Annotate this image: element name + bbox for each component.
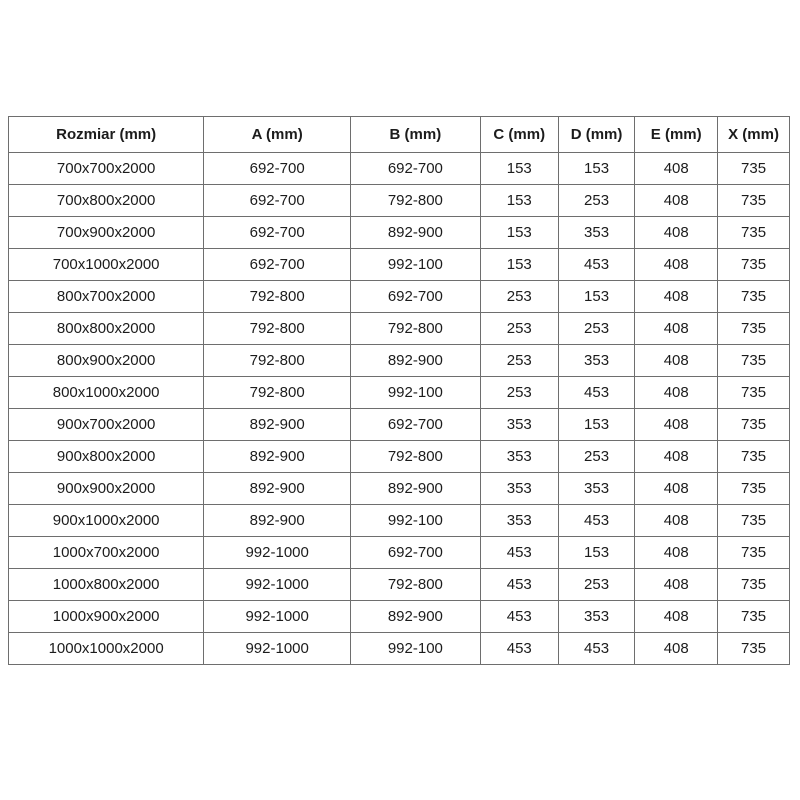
table-cell: 735 (718, 537, 790, 569)
table-cell: 735 (718, 345, 790, 377)
table-cell: 408 (635, 281, 718, 313)
table-row (9, 217, 790, 249)
header-cell: Rozmiar (mm) (9, 117, 204, 153)
table-cell: 735 (718, 441, 790, 473)
header-row (9, 117, 790, 153)
table-row (9, 409, 790, 441)
table-cell: 408 (635, 217, 718, 249)
table-cell: 453 (480, 537, 558, 569)
table-cell: 453 (480, 633, 558, 665)
table-cell: 692-700 (351, 537, 481, 569)
table-cell: 800x800x2000 (9, 313, 204, 345)
table-row (9, 345, 790, 377)
table-cell: 735 (718, 473, 790, 505)
table-cell: 353 (558, 473, 635, 505)
table-row (9, 505, 790, 537)
table-cell: 792-800 (351, 313, 481, 345)
table-cell: 408 (635, 153, 718, 185)
table-cell: 408 (635, 249, 718, 281)
table-cell: 735 (718, 153, 790, 185)
table-cell: 992-100 (351, 633, 481, 665)
table-cell: 735 (718, 377, 790, 409)
table-cell: 253 (558, 569, 635, 601)
table-cell: 992-1000 (204, 569, 351, 601)
table-cell: 253 (480, 345, 558, 377)
table-cell: 892-900 (351, 601, 481, 633)
table-cell: 153 (480, 249, 558, 281)
table-cell: 735 (718, 185, 790, 217)
table-cell: 253 (558, 185, 635, 217)
table-cell: 800x700x2000 (9, 281, 204, 313)
table-cell: 700x700x2000 (9, 153, 204, 185)
table-cell: 900x900x2000 (9, 473, 204, 505)
table-row (9, 473, 790, 505)
table-row (9, 153, 790, 185)
table-cell: 792-800 (351, 185, 481, 217)
header-cell: A (mm) (204, 117, 351, 153)
table-cell: 735 (718, 409, 790, 441)
table-cell: 792-800 (204, 345, 351, 377)
header-cell: B (mm) (351, 117, 481, 153)
table-cell: 408 (635, 537, 718, 569)
table-cell: 408 (635, 409, 718, 441)
table-cell: 353 (480, 409, 558, 441)
table-row (9, 185, 790, 217)
table-cell: 992-1000 (204, 633, 351, 665)
table-cell: 253 (480, 313, 558, 345)
table-cell: 153 (558, 409, 635, 441)
table-cell: 1000x700x2000 (9, 537, 204, 569)
table-cell: 408 (635, 313, 718, 345)
table-cell: 408 (635, 473, 718, 505)
table-cell: 353 (558, 601, 635, 633)
table-cell: 153 (480, 185, 558, 217)
table-cell: 900x1000x2000 (9, 505, 204, 537)
table-cell: 408 (635, 569, 718, 601)
table-cell: 153 (558, 281, 635, 313)
table-cell: 153 (480, 153, 558, 185)
table-cell: 800x1000x2000 (9, 377, 204, 409)
table-row (9, 569, 790, 601)
table-row (9, 441, 790, 473)
table-cell: 692-700 (204, 217, 351, 249)
table-cell: 692-700 (351, 153, 481, 185)
table-cell: 892-900 (204, 473, 351, 505)
table-cell: 153 (558, 153, 635, 185)
table-cell: 153 (558, 537, 635, 569)
table-cell: 900x700x2000 (9, 409, 204, 441)
table-cell: 408 (635, 345, 718, 377)
table-cell: 253 (558, 441, 635, 473)
table-cell: 408 (635, 633, 718, 665)
table-cell: 408 (635, 441, 718, 473)
size-table (8, 116, 790, 665)
table-row (9, 601, 790, 633)
table-cell: 253 (558, 313, 635, 345)
table-cell: 735 (718, 249, 790, 281)
table-cell: 408 (635, 377, 718, 409)
table-cell: 792-800 (204, 377, 351, 409)
table-cell: 353 (558, 345, 635, 377)
table-cell: 992-100 (351, 377, 481, 409)
table-cell: 353 (558, 217, 635, 249)
table-cell: 735 (718, 281, 790, 313)
table-cell: 253 (480, 377, 558, 409)
header-cell: X (mm) (718, 117, 790, 153)
header-cell: D (mm) (558, 117, 635, 153)
table-cell: 453 (558, 249, 635, 281)
table-cell: 408 (635, 601, 718, 633)
table-cell: 700x900x2000 (9, 217, 204, 249)
table-cell: 453 (558, 505, 635, 537)
table-cell: 892-900 (351, 345, 481, 377)
table-cell: 700x800x2000 (9, 185, 204, 217)
table-cell: 353 (480, 505, 558, 537)
table-cell: 692-700 (204, 249, 351, 281)
table-cell: 892-900 (204, 409, 351, 441)
table-cell: 692-700 (351, 281, 481, 313)
table-cell: 1000x1000x2000 (9, 633, 204, 665)
table-cell: 735 (718, 633, 790, 665)
table-cell: 700x1000x2000 (9, 249, 204, 281)
table-cell: 453 (480, 569, 558, 601)
table-cell: 892-900 (204, 505, 351, 537)
table-cell: 892-900 (351, 217, 481, 249)
table-cell: 792-800 (204, 313, 351, 345)
table-cell: 735 (718, 601, 790, 633)
table-cell: 892-900 (351, 473, 481, 505)
table-cell: 892-900 (204, 441, 351, 473)
table-cell: 692-700 (204, 153, 351, 185)
table-row (9, 313, 790, 345)
table-cell: 353 (480, 473, 558, 505)
table-cell: 735 (718, 313, 790, 345)
table-cell: 353 (480, 441, 558, 473)
table-row (9, 633, 790, 665)
header-cell: C (mm) (480, 117, 558, 153)
table-cell: 792-800 (204, 281, 351, 313)
table-cell: 453 (558, 377, 635, 409)
table-cell: 735 (718, 217, 790, 249)
table-cell: 1000x900x2000 (9, 601, 204, 633)
table-cell: 408 (635, 185, 718, 217)
table-cell: 735 (718, 505, 790, 537)
table-cell: 153 (480, 217, 558, 249)
table-row (9, 537, 790, 569)
table-cell: 992-1000 (204, 601, 351, 633)
table-cell: 900x800x2000 (9, 441, 204, 473)
table-body (9, 153, 790, 665)
table-cell: 792-800 (351, 441, 481, 473)
table-cell: 408 (635, 505, 718, 537)
table-cell: 453 (558, 633, 635, 665)
header-cell: E (mm) (635, 117, 718, 153)
table-row (9, 249, 790, 281)
table-cell: 735 (718, 569, 790, 601)
table-row (9, 281, 790, 313)
table-cell: 692-700 (204, 185, 351, 217)
table-cell: 1000x800x2000 (9, 569, 204, 601)
table-cell: 253 (480, 281, 558, 313)
table-cell: 453 (480, 601, 558, 633)
table-cell: 992-1000 (204, 537, 351, 569)
table-cell: 692-700 (351, 409, 481, 441)
table-header (9, 117, 790, 153)
table-cell: 792-800 (351, 569, 481, 601)
table-cell: 992-100 (351, 505, 481, 537)
table-cell: 800x900x2000 (9, 345, 204, 377)
table-cell: 992-100 (351, 249, 481, 281)
table-row (9, 377, 790, 409)
size-table-container (8, 116, 790, 665)
